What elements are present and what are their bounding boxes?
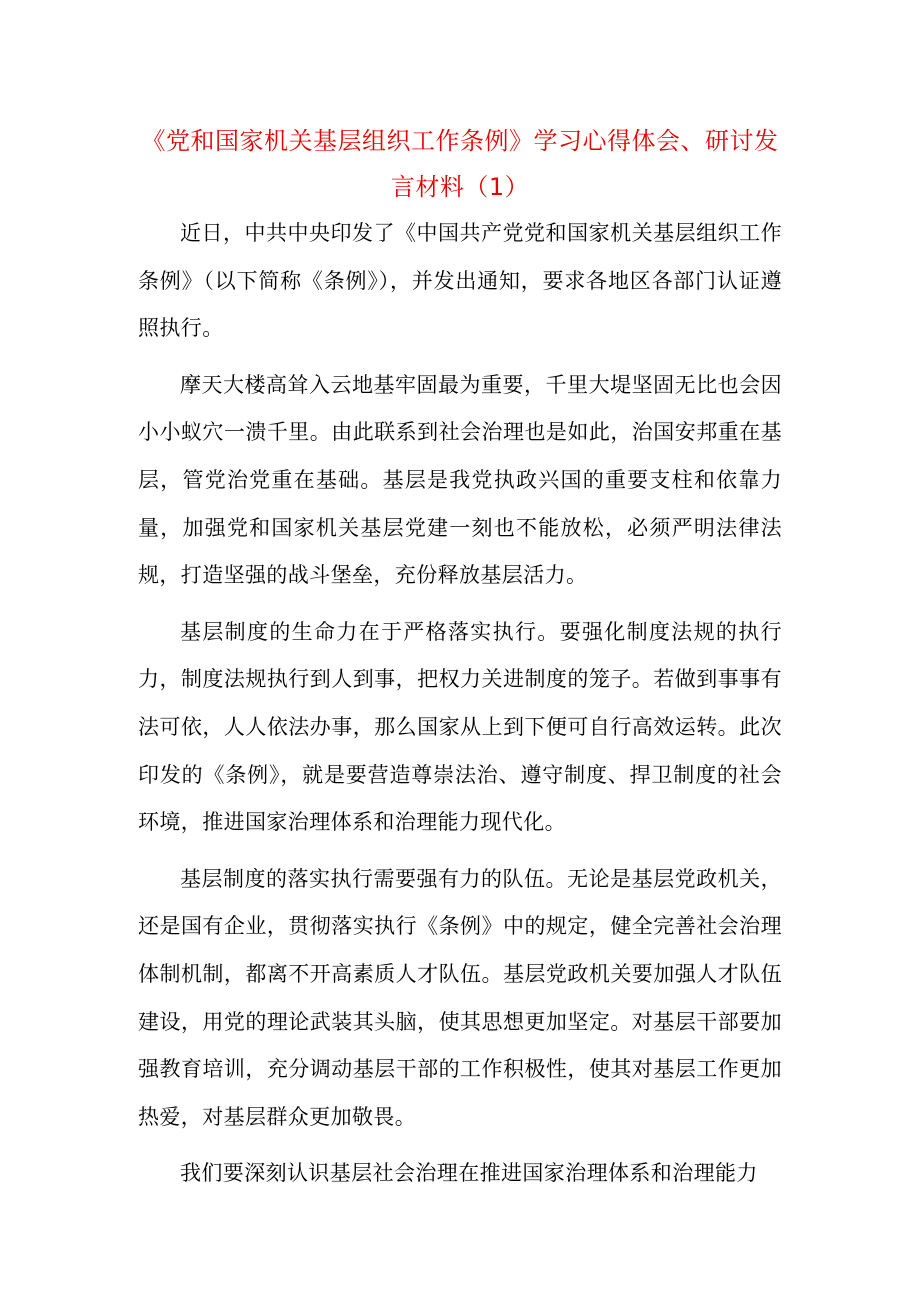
paragraph-4: 基层制度的落实执行需要强有力的队伍。无论是基层党政机关，还是国有企业，贯彻落实执行《条例》中的规定，健全完善社会治理体制机制，都离不开高素质人才队伍。基层党政机关要加强人才队伍建设，用党的理论武装其头脑，使其思想更加坚定。对基层干部要加强教育培训，充分调动基层干部的工作积极性，使其对基层工作更加热爱，对基层群众更加敬畏。 [138, 866, 782, 1129]
title-line-1: 《党和国家机关基层组织工作条例》学习心得体会、研讨发 [141, 127, 779, 155]
paragraph-2: 摩天大楼高耸入云地基牢固最为重要，千里大堤坚固无比也会因小小蚁穴一溃千里。由此联系到社会治理也是如此，治国安邦重在基层，管党治党重在基础。基层是我党执政兴国的重要支柱和依靠力量，加强党和国家机关基层党建一刻也不能放松，必须严明法律法规，打造坚强的战斗堡垒，充份释放基层活力。 [138, 372, 782, 588]
paragraph-1: 近日，中共中央印发了《中国共产党党和国家机关基层组织工作条例》（以下简称《条例》），并发出通知，要求各地区各部门认证遵照执行。 [138, 221, 782, 341]
paragraph-3: 基层制度的生命力在于严格落实执行。要强化制度法规的执行力，制度法规执行到人到事，把权力关进制度的笼子。若做到事事有法可依，人人依法办事，那么国家从上到下便可自行高效运转。此次印发的《条例》，就是要营造尊崇法治、遵守制度、捍卫制度的社会环境，推进国家治理体系和治理能力现代化。 [138, 619, 782, 835]
paragraph-5: 我们要深刻认识基层社会治理在推进国家治理体系和治理能力 [180, 1161, 758, 1186]
document-title [138, 118, 782, 210]
title-line-2: 言材料（1） [390, 173, 530, 201]
